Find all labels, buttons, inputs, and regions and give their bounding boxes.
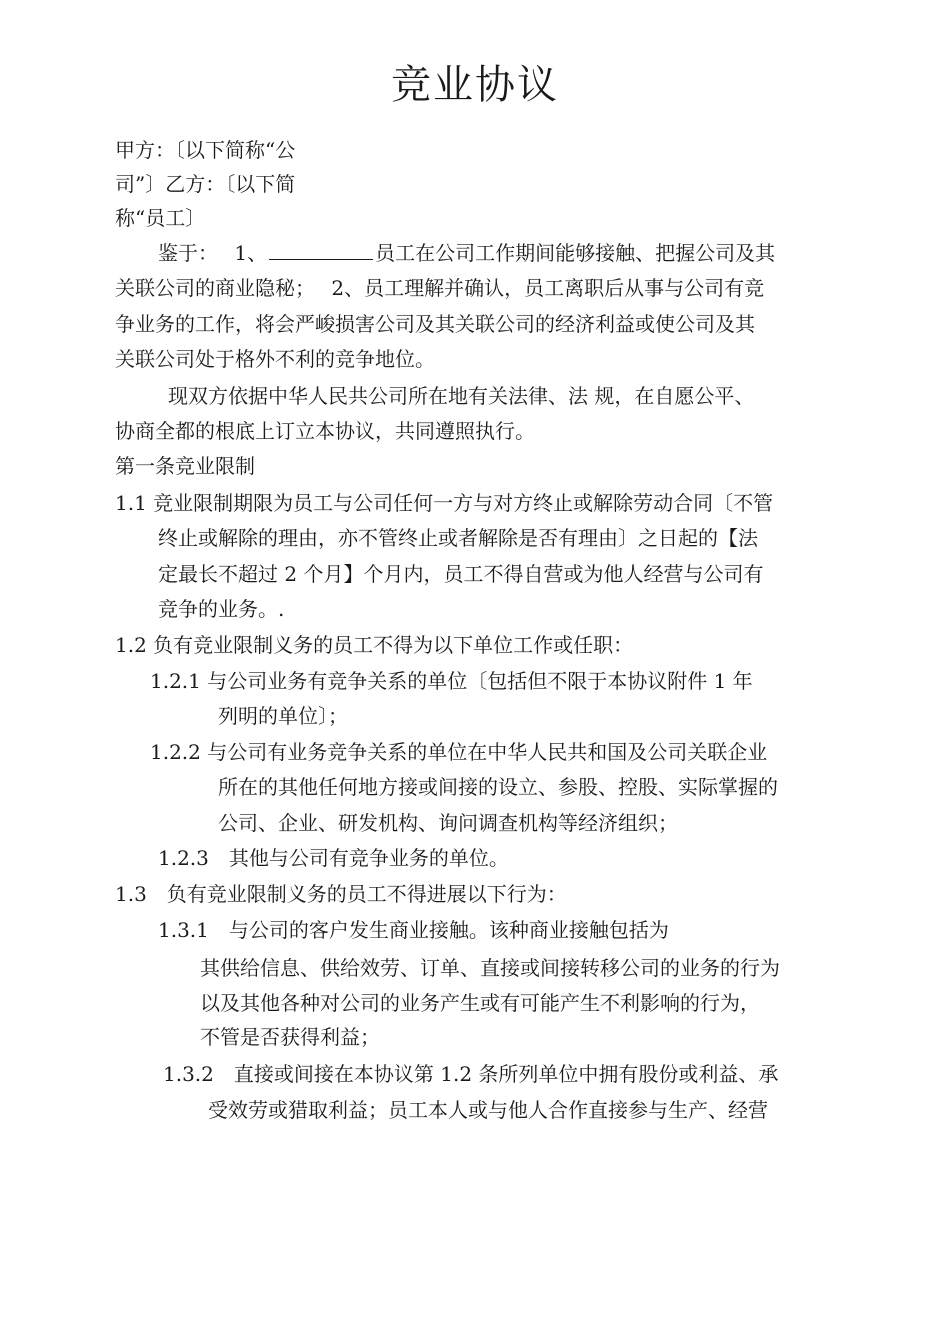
clause-1-2-1-line-2: 列明的单位〕； bbox=[218, 704, 348, 728]
recital-line-3: 争业务的工作，将会严峻损害公司及其关联公司的经济利益或使公司及其 bbox=[115, 312, 755, 336]
article-1-heading: 第一条竞业限制 bbox=[115, 454, 255, 478]
clause-1-2-3: 1.2.3 其他与公司有竞争业务的单位。 bbox=[158, 846, 509, 870]
recital-lead: 鉴于： 1、 bbox=[158, 241, 268, 265]
clause-1-1-line-2: 终止或解除的理由，亦不管终止或者解除是否有理由〕之日起的【法 bbox=[158, 526, 758, 550]
basis-line-2: 协商全都的根底上订立本协议，共同遵照执行。 bbox=[115, 419, 535, 443]
clause-1-3-2-line-2: 受效劳或猎取利益；员工本人或与他人合作直接参与生产、经营 bbox=[208, 1098, 768, 1122]
clause-1-3-1-line-1: 1.3.1 与公司的客户发生商业接触。该种商业接触包括为 bbox=[158, 918, 669, 942]
clause-1-1-line-4: 竞争的业务。. bbox=[158, 597, 285, 621]
clause-1-3: 1.3 负有竞业限制义务的员工不得进展以下行为： bbox=[115, 882, 567, 906]
clause-1-1-line-3: 定最长不超过 2 个月】个月内，员工不得自营或为他人经营与公司有 bbox=[158, 562, 764, 586]
recital-line-1-rest: 员工在公司工作期间能够接触、把握公司及其 bbox=[375, 241, 776, 265]
recital-line-1 bbox=[158, 240, 775, 266]
party-b-line: 司”〕乙方：〔以下简 bbox=[115, 172, 296, 196]
clause-1-3-2-line-1: 1.3.2 直接或间接在本协议第 1.2 条所列单位中拥有股份或利益、承 bbox=[163, 1062, 779, 1086]
party-a-line: 甲方：〔以下简称“公 bbox=[115, 138, 296, 162]
clause-1-2-2-line-1: 1.2.2 与公司有业务竞争关系的单位在中华人民共和国及公司关联企业 bbox=[150, 740, 768, 764]
clause-1-2-2-line-2: 所在的其他任何地方接或间接的设立、参股、控股、实际掌握的 bbox=[218, 775, 778, 799]
clause-1-3-1-line-2: 其供给信息、供给效劳、订单、直接或间接转移公司的业务的行为 bbox=[200, 956, 780, 980]
clause-1-2-2-line-3: 公司、企业、研发机构、询问调查机构等经济组织； bbox=[218, 811, 678, 835]
recital-line-2: 关联公司的商业隐秘； 2、员工理解并确认，员工离职后从事与公司有竞 bbox=[115, 276, 765, 300]
clause-1-3-1-line-4: 不管是否获得利益； bbox=[200, 1025, 380, 1049]
fill-in-blank bbox=[269, 241, 373, 260]
basis-line-1: 现双方依据中华人民共公司所在地有关法律、法 规，在自愿公平、 bbox=[168, 384, 755, 408]
clause-1-3-1-line-3: 以及其他各种对公司的业务产生或有可能产生不利影响的行为， bbox=[200, 991, 760, 1015]
clause-1-2-1-line-1: 1.2.1 与公司业务有竞争关系的单位〔包括但不限于本协议附件 1 年 bbox=[150, 669, 753, 693]
clause-1-2: 1.2 负有竞业限制义务的员工不得为以下单位工作或任职： bbox=[115, 633, 634, 657]
document-title: 竞业协议 bbox=[391, 62, 559, 108]
recital-line-4: 关联公司处于格外不利的竞争地位。 bbox=[115, 347, 435, 371]
clause-1-1-line-1: 1.1 竞业限制期限为员工与公司任何一方与对方终止或解除劳动合同〔不管 bbox=[115, 491, 774, 515]
party-b-line-cont: 称“员工〕 bbox=[115, 206, 206, 230]
